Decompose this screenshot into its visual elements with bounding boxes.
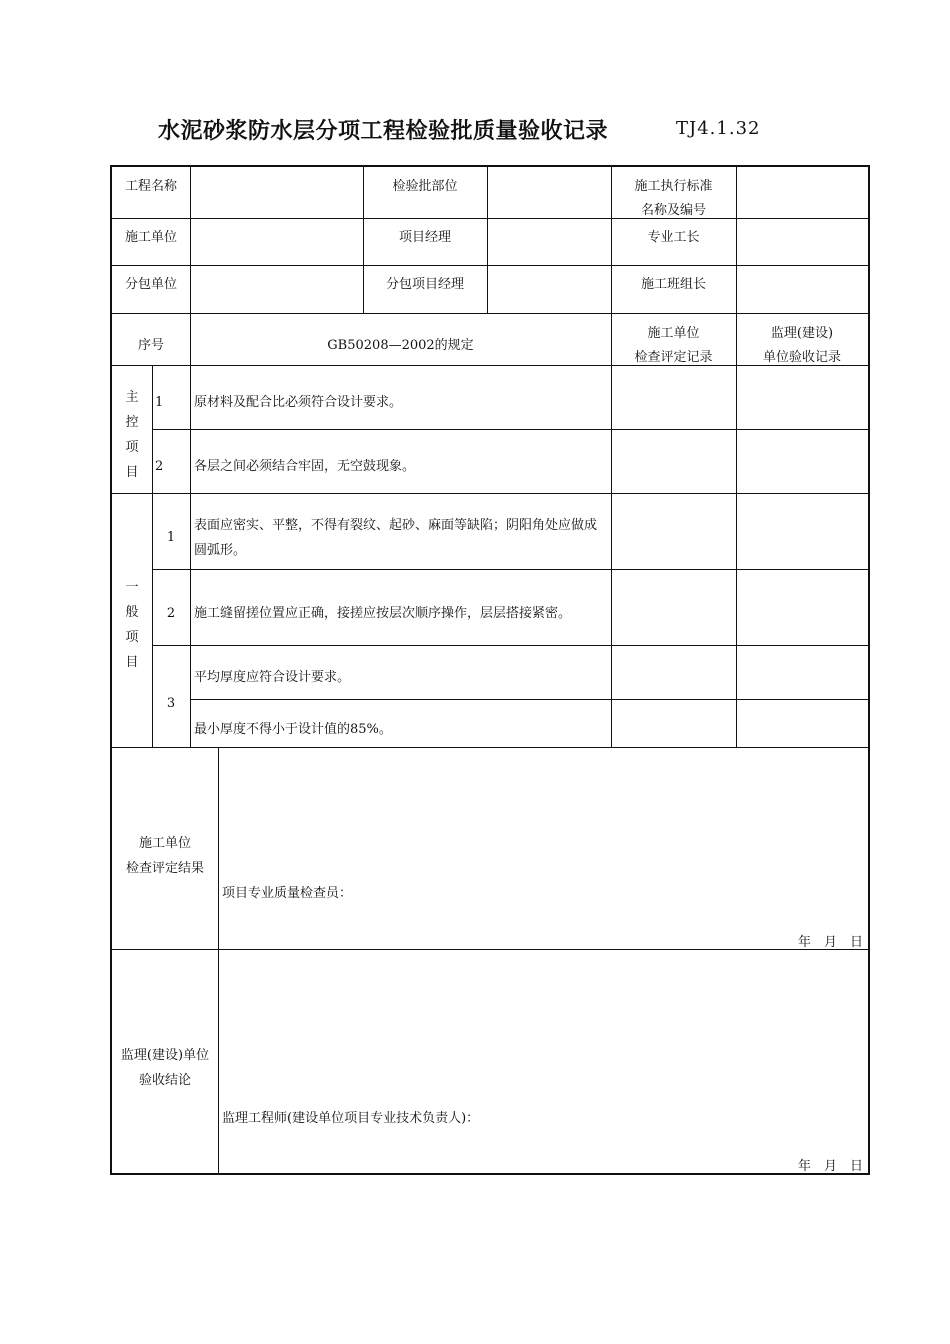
- main-item-no-1: 1: [155, 395, 164, 410]
- conclusion-date: 年 月 日: [798, 1159, 864, 1174]
- contractor-label: 施工单位: [124, 230, 177, 245]
- general-label-2: 般: [125, 605, 139, 620]
- standard-label-line1: 施工执行标准: [634, 179, 713, 194]
- batch-location-label: 检验批部位: [392, 179, 458, 194]
- standard-label-line2: 名称及编号: [640, 203, 706, 218]
- main-control-label-1: 主: [125, 390, 139, 405]
- main-control-label-4: 目: [125, 465, 139, 480]
- conclusion-label-line1: 监理(建设)单位: [120, 1048, 210, 1063]
- general-item-no-1: 1: [166, 530, 176, 545]
- supervisor-record-header-line1: 监理(建设): [770, 326, 834, 341]
- sub-manager-label: 分包项目经理: [385, 277, 464, 292]
- title-bar: [0, 112, 950, 148]
- supervisor-record-header-line2: 单位验收记录: [762, 350, 841, 365]
- general-item-text-1-line2: 圆弧形。: [194, 543, 247, 558]
- form-code: TJ4.1.32: [676, 118, 761, 139]
- contractor-record-header-line1: 施工单位: [647, 326, 700, 341]
- spec-header: GB50208—2002的规定: [327, 338, 474, 353]
- general-label-3: 项: [125, 630, 139, 645]
- general-item-text-2: 施工缝留搓位置应正确，接搓应按层次顺序操作，层层搭接紧密。: [194, 606, 572, 621]
- general-item-text-1-line1: 表面应密实、平整，不得有裂纹、起砂、麻面等缺陷；阴阳角处应做成: [194, 518, 598, 533]
- general-item-text-3a: 平均厚度应符合设计要求。: [194, 670, 351, 685]
- main-control-label-2: 控: [125, 415, 139, 430]
- general-item-text-3b: 最小厚度不得小于设计值的85%。: [194, 722, 392, 737]
- record-table: [110, 165, 870, 1175]
- conclusion-label-line2: 验收结论: [138, 1073, 191, 1088]
- foreman-label: 专业工长: [647, 230, 700, 245]
- main-item-no-2: 2: [155, 459, 164, 474]
- contractor-record-header-line2: 检查评定记录: [634, 350, 713, 365]
- supervision-engineer-label: 监理工程师(建设单位项目专业技术负责人)：: [222, 1111, 480, 1126]
- result-label-line1: 施工单位: [138, 836, 191, 851]
- team-leader-label: 施工班组长: [640, 277, 706, 292]
- quality-inspector-label: 项目专业质量检查员：: [222, 886, 353, 901]
- general-item-no-2: 2: [166, 606, 176, 621]
- general-label-4: 目: [125, 655, 139, 670]
- seq-header: 序号: [137, 338, 164, 353]
- result-label-line2: 检查评定结果: [125, 861, 204, 876]
- general-item-no-3: 3: [166, 696, 176, 711]
- general-label-1: 一: [125, 580, 139, 595]
- subcontractor-label: 分包单位: [124, 277, 177, 292]
- page-title: 水泥砂浆防水层分项工程检验批质量验收记录: [158, 119, 609, 144]
- main-item-text-1: 原材料及配合比必须符合设计要求。: [194, 395, 403, 410]
- main-item-text-2: 各层之间必须结合牢固，无空鼓现象。: [194, 459, 416, 474]
- main-control-label-3: 项: [125, 440, 139, 455]
- project-name-label: 工程名称: [124, 179, 177, 194]
- result-date: 年 月 日: [798, 935, 864, 950]
- project-manager-label: 项目经理: [398, 230, 451, 245]
